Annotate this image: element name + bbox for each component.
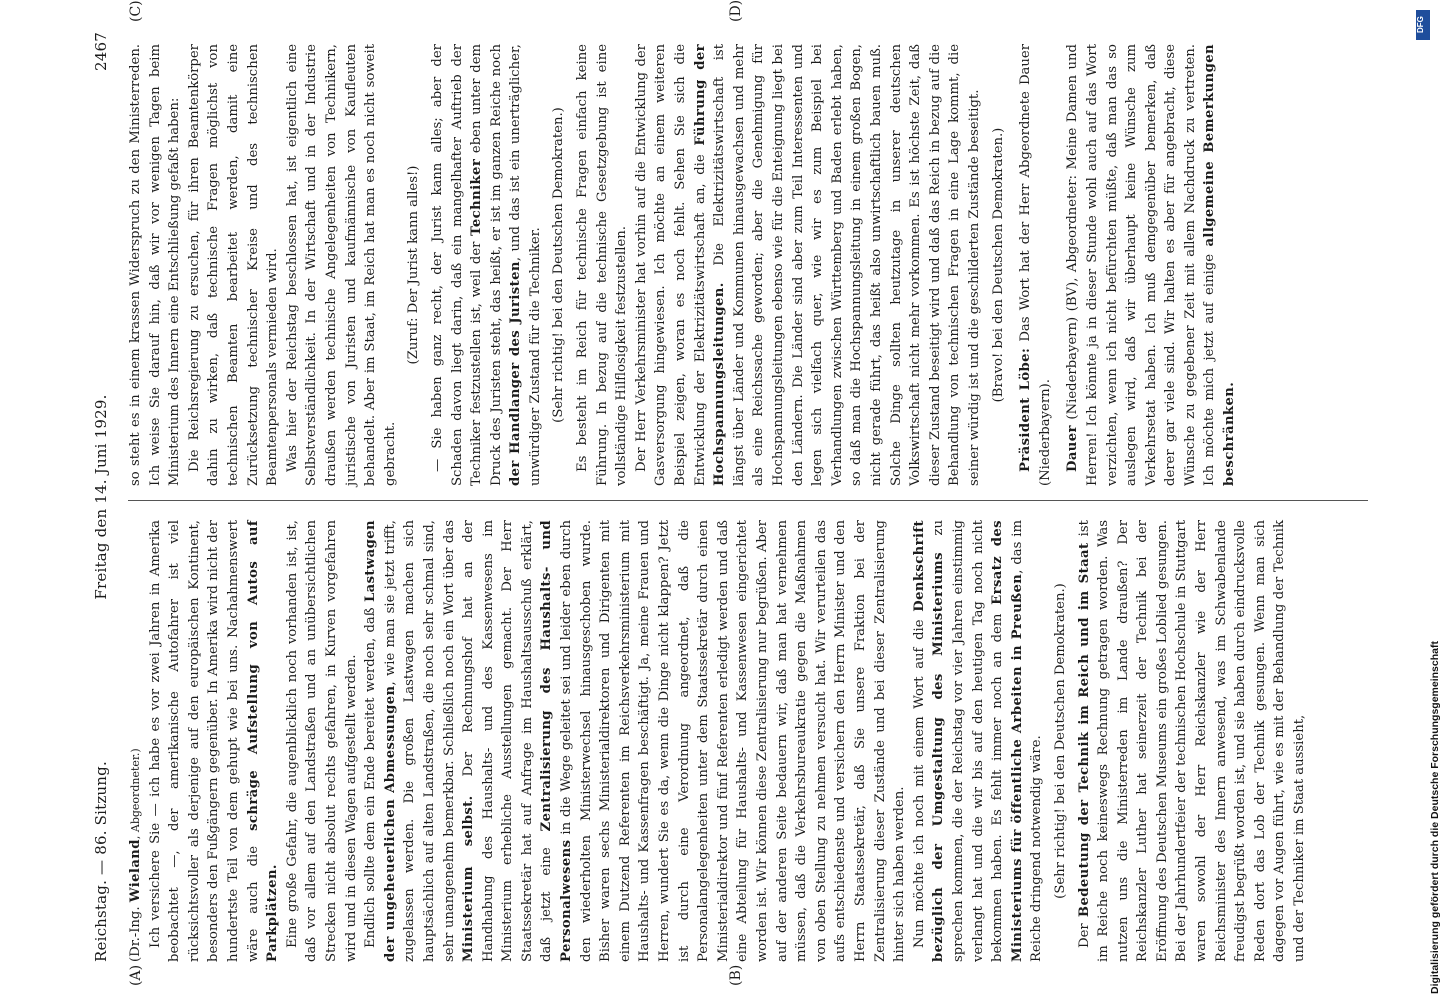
dfg-logo: DFG	[1416, 10, 1430, 40]
digitization-text: Digitalisierung gefördert durch die Deutsche Forschungsgemeinschaft	[1429, 641, 1441, 994]
margin-mark-b: (B)	[728, 964, 744, 986]
margin-mark-c: (C)	[128, 0, 144, 22]
document-page	[88, 0, 1388, 986]
interjection: (Bravo! bei den Deutschen Demokraten.)	[990, 127, 1006, 403]
president-statement: Präsident Löbe: Das Wort hat der Herr Abgeordnete Dauer (Niederbayern).	[1018, 44, 1053, 486]
speaker-paragraph: Dauer (Niederbayern) (BV), Abgeordneter: Meine Damen und Herren! Ich könnte ja in dieser Stunde wohl auch auf das Wort verzichten, wenn ich nicht befürchten müßte, daß man das so auslegen wird, daß wir überhaupt keine Wünsche zum Verkehrsetat haben. Ich muß demgegenüber bemerken, daß derer gar viele sind. Wir halten es aber für angebracht, diese Wünsche zu gegebener Zeit mit allem Nachdruck zu vertreten. Ich möchte mich jetzt auf einige allgemeine Bemerkungen beschränken.	[1065, 44, 1238, 486]
paragraph: Der Herr Verkehrsminister hat vorhin auf die Entwicklung der Gasversorgung hingewiesen. Ich möchte an einem weiteren Beispiel zeigen, woran es noch fehlt. Sehen Sie sich die Entwicklung der Elektrizitätswirtschaft an, die Führung der Hochspannungsleitungen. Die Elektrizitätswirtschaft ist längst über Länder und Kommunen hinausgewachsen und mehr als eine Reichssache geworden; aber die Genehmigung für Hochspannungsleitungen ebenso wie für die Enteignung liegt bei den Ländern. Die Länder sind aber zum Teil Interessenten und legen sich vielfach quer, wie wir es zum Beispiel bei Verhandlungen zwischen Württemberg und Baden erlebt haben, so daß man die Hochspannungsleitung in einem großen Bogen, nicht gerade führt, das heißt also unwirtschaftlich bauen muß. Solche Dinge sollten heutzutage in unserer deutschen Volkswirtschaft nicht mehr vorkommen. Es ist höchste Zeit, daß dieser Zustand beseitigt wird und daß das Reich in bezug auf die Behandlung von technischen Fragen in eine Lage kommt, die seiner würdig ist und die geschilderten Zustände beseitigt.	[633, 44, 982, 486]
header-date: Freitag den 14. Juni 1929.	[92, 394, 110, 600]
margin-mark-a: (A)	[128, 964, 144, 986]
speaker-continuation: (Dr.-Ing. Wieland, Abgeordneter.)	[128, 748, 143, 962]
paragraph: Ich versichere Sie — ich habe es vor zwei Jahren in Amerika beobachtet —, der amerikanische Autofahrer ist viel rücksichtsvoller als derjenige auf den europäischen Kontinent, besonders den Fußgängern gegenüber. In Amerika wird nicht der hundertste Teil von dem gehupt wie bei uns. Nachahmenswert wäre auch die schräge Aufstellung von Autos auf Parkplätzen.	[147, 520, 281, 962]
header-session: Reichstag. — 86. Sitzung.	[92, 761, 110, 962]
paragraph: Der Bedeutung der Technik im Reich und im Staat ist im Reiche noch keineswegs Rechnung getragen worden. Was nutzen uns die Ministerreden im Lande draußen? Der Reichskanzler Luther hat seinerzeit der Technik bei der Eröffnung des Deutschen Museums ein großes Loblied gesungen. Bei der Jahrhundertfeier der technischen Hochschule in Stuttgart waren sowohl der Herr Reichskanzler wie der Herr Reichsminister des Innern anwesend, was im Schwabenlande freudigst begrüßt worden ist, und sie haben durch eindrucksvolle Reden dort das Lob der Technik gesungen. Wenn man sich dagegen vor Augen führt, wie es mit der Behandlung der Technik und der Techniker im Staat aussieht,	[1076, 520, 1308, 962]
paragraph: Was hier der Reichstag beschlossen hat, ist eigentlich eine Selbstverständlichkeit. In der Wirtschaft und in der Industrie draußen werden technische Angelegenheiten von Technikern, juristische von Juristen und kaufmännische von Kaufleuten behandelt. Aber im Staat, im Reich hat man es noch nicht soweit gebracht.	[284, 44, 398, 486]
quoted-resolution: Die Reichsregierung zu ersuchen, für ihren Beamtenkörper dahin zu wirken, daß technische Fragen möglichst von technischen Beamten bearbeitet werden, damit eine Zurücksetzung technischer Kreise und des technischen Beamtenpersonals vermieden wird.	[186, 44, 281, 486]
speaker-name: Dauer	[1065, 425, 1081, 472]
president-name: Präsident Löbe:	[1018, 347, 1034, 472]
margin-mark-d: (D)	[728, 0, 744, 22]
right-column	[126, 44, 1376, 486]
left-column	[126, 520, 1376, 962]
paragraph: Nun möchte ich noch mit einem Wort auf die Denkschrift bezüglich der Umgestaltung des Ministeriums zu sprechen kommen, die der Reichstag vor vier Jahren einstimmig verlangt hat und die wir bis auf den heutigen Tag noch nicht bekommen haben. Es fehlt immer noch an dem Ersatz des Ministeriums für öffentliche Arbeiten in Preußen, das im Reiche dringend notwendig wäre.	[911, 519, 1045, 962]
paragraph: so steht es in einem krassen Widerspruch zu den Ministerreden. Ich weise Sie darauf hin, daß wir vor wenigen Tagen beim Ministerium des Innern eine Entschließung gefaßt haben:	[128, 44, 183, 486]
column-divider	[128, 500, 1368, 501]
paragraph: Es besteht im Reich für technische Fragen einfach keine Führung. In bezug auf die technische Gesetzgebung ist eine vollständige Hilflosigkeit festzustellen.	[575, 44, 630, 486]
interjection: (Sehr richtig! bei den Deutschen Demokraten.)	[551, 107, 567, 423]
paragraph: Endlich sollte dem ein Ende bereitet werden, daß Lastwagen der ungeheuerlichen Abmessungen, wie man sie jetzt trifft, zugelassen werden. Die großen Lastwagen machen sich hauptsächlich auf alten Landstraßen, die noch sehr schmal sind, sehr unangenehm bemerkbar. Schließlich noch ein Wort über das Ministerium selbst. Der Rechnungshof hat an der Handhabung des Haushalts- und des Kassenwesens im Ministerium erhebliche Ausstellungen gemacht. Der Herr Staatssekretär hat auf Anfrage im Haushaltsausschuß erklärt, daß jetzt eine Zentralisierung des Haushalts- und Personalwesens in die Wege geleitet sei und leider eben durch den wiederholten Ministerwechsel hinausgeschoben wurde. Bisher waren sechs Ministerialdirektoren und Dirigenten mit einem Dutzend Referenten im Reichsverkehrsministerium mit Haushalts- und Kassenfragen beschäftigt. Ja, meine Frauen und Herren, wundert Sie es da, wenn die Dinge nicht klappen? Jetzt ist durch eine Verordnung angeordnet, daß die Personalangelegenheiten unter dem Staatssekretär durch einen Ministerialdirektor und fünf Referenten erledigt werden und daß eine Abteilung für Haushalts- und Kassenwesen eingerichtet worden ist. Wir können diese Zentralisierung nur begrüßen. Aber auf der anderen Seite bedauern wir, daß man hat vernehmen müssen, daß die Verkehrsbureaukratie gegen die Maßnahmen von oben Stellung zu nehmen versucht hat. Wir verurteilen das aufs entschiedenste und versichern den Herrn Minister und den Herrn Staatssekretär, daß Sie unsere Fraktion bei der Zentralisierung dieser Zustände und bei dieser Zentralisierung hinter sich haben werden.	[363, 520, 908, 962]
interjection: (Zuruf: Der Jurist kann alles!)	[406, 165, 422, 365]
page-header	[88, 32, 118, 962]
paragraph: Eine große Gefahr, die augenblicklich noch vorhanden ist, ist, daß vor allem auf den Landstraßen und an unübersichtlichen Strecken nicht absolut rechts gefahren, in Kurven vorgefahren wird und in diesen Wagen aufgestellt werden.	[284, 520, 359, 962]
interjection: (Sehr richtig! bei den Deutschen Demokraten.)	[1052, 583, 1068, 899]
page-number: 2467	[92, 32, 110, 71]
speaker-name: Wieland	[128, 839, 143, 903]
digitization-note	[1412, 4, 1441, 994]
paragraph: — Sie haben ganz recht, der Jurist kann alles; aber der Schaden davon liegt darin, daß ein mangelhafter Auftrieb der Techniker festzustellen ist, weil der Techniker eben unter dem Druck des Juristen steht, das heißt, er ist im ganzen Reiche noch der Handlanger des Juristen, und das ist ein unerträglicher, unwürdiger Zustand für die Techniker.	[429, 44, 543, 486]
